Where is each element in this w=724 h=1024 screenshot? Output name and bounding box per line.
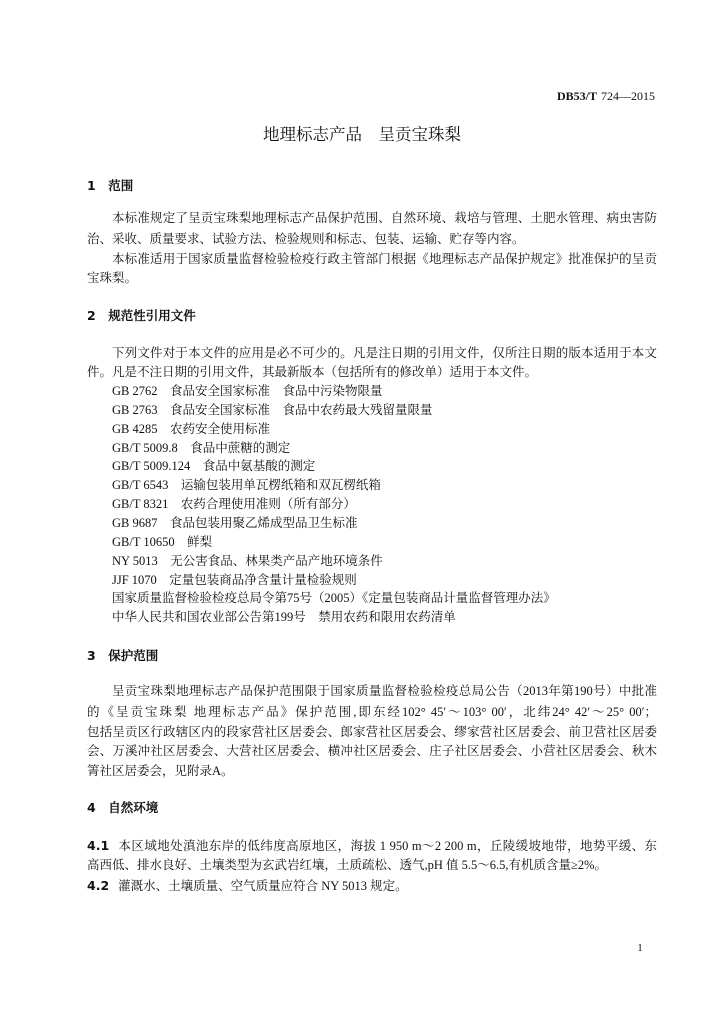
paragraph-line: 的《呈贡宝珠梨 地理标志产品》保护范围,即东经102° 45′～103° 00′，北纬24° 42′～25° 00′； [87,705,657,719]
section-heading-scope: 1 范围 [87,178,134,193]
section-heading-natural-environment: 4 自然环境 [87,800,159,815]
paragraph-line: 本标准规定了呈贡宝珠梨地理标志产品保护范围、自然环境、栽培与管理、土肥水管理、病虫害防 [112,211,657,225]
reference-item: GB/T 5009.8 食品中蔗糖的测定 [112,441,291,455]
standard-code-header [557,88,655,104]
reference-item: GB/T 8321 农药合理使用准则（所有部分） [112,497,356,511]
clause-number: 4.2 [87,878,110,893]
page-number: 1 [637,942,643,954]
paragraph-line: 包括呈贡区行政辖区内的段家营社区居委会、郎家营社区居委会、缪家营社区居委会、前卫营社区居委 [87,725,657,739]
paragraph-line: 治、采收、质量要求、试验方法、检验规则和标志、包装、运输、贮存等内容。 [87,232,525,246]
paragraph-line: 会、万溪冲社区居委会、大营社区居委会、横冲社区居委会、庄子社区居委会、小营社区居委会、秋木 [87,744,657,758]
document-title: 地理标志产品 呈贡宝珠梨 [263,125,461,144]
reference-item: GB 2763 食品安全国家标准 食品中农药最大残留量限量 [112,403,433,417]
reference-item: JJF 1070 定量包装商品净含量计量检验规则 [112,573,357,587]
paragraph-line: 箐社区居委会，见附录A。 [87,764,234,778]
reference-item: GB 9687 食品包装用聚乙烯成型品卫生标准 [112,516,358,530]
paragraph-line: 本标准适用于国家质量监督检验检疫行政主管部门根据《地理标志产品保护规定》批准保护的呈贡 [112,252,657,266]
paragraph-line: 下列文件对于本文件的应用是必不可少的。凡是注日期的引用文件，仅所注日期的版本适用于本文 [112,346,657,360]
reference-item: GB/T 6543 运输包装用单瓦楞纸箱和双瓦楞纸箱 [112,478,381,492]
reference-item: GB/T 5009.124 食品中氨基酸的测定 [112,459,316,473]
section-heading-normative-references: 2 规范性引用文件 [87,308,196,323]
paragraph-line: 呈贡宝珠梨地理标志产品保护范围限于国家质量监督检验检疫总局公告（2013年第190号）中批准 [112,684,657,698]
clause-line [87,877,657,894]
clause-text: 本区域地处滇池东岸的低纬度高原地区，海拔 1 950 m～2 200 m，丘陵缓坡地带，地势平缓、东 [118,839,657,853]
paragraph-line: 件。凡是不注日期的引用文件，其最新版本（包括所有的修改单）适用于本文件。 [87,365,538,379]
reference-item: GB 4285 农药安全使用标准 [112,422,270,436]
standard-number: 724—2015 [601,89,655,103]
clause-text: 灌溉水、土壤质量、空气质量应符合 NY 5013 规定。 [118,879,408,893]
reference-item: GB 2762 食品安全国家标准 食品中污染物限量 [112,384,383,398]
reference-item: GB/T 10650 鲜梨 [112,535,213,549]
reference-item: 中华人民共和国农业部公告第199号 禁用农药和限用农药清单 [112,610,456,624]
clause-line: 高西低、排水良好、土壤类型为玄武岩红壤，土质疏松、透气,pH 值 5.5～6.5,有机质含量≥2%。 [87,858,608,872]
section-heading-protection-scope: 3 保护范围 [87,648,159,663]
clause-line [87,837,657,854]
reference-item: NY 5013 无公害食品、林果类产品产地环境条件 [112,554,383,568]
standard-code: DB53/T [556,89,597,103]
clause-number: 4.1 [87,838,110,853]
reference-item: 国家质量监督检验检疫总局令第75号（2005）《定量包装商品计量监督管理办法》 [112,591,556,605]
paragraph-line: 宝珠梨。 [87,271,138,285]
